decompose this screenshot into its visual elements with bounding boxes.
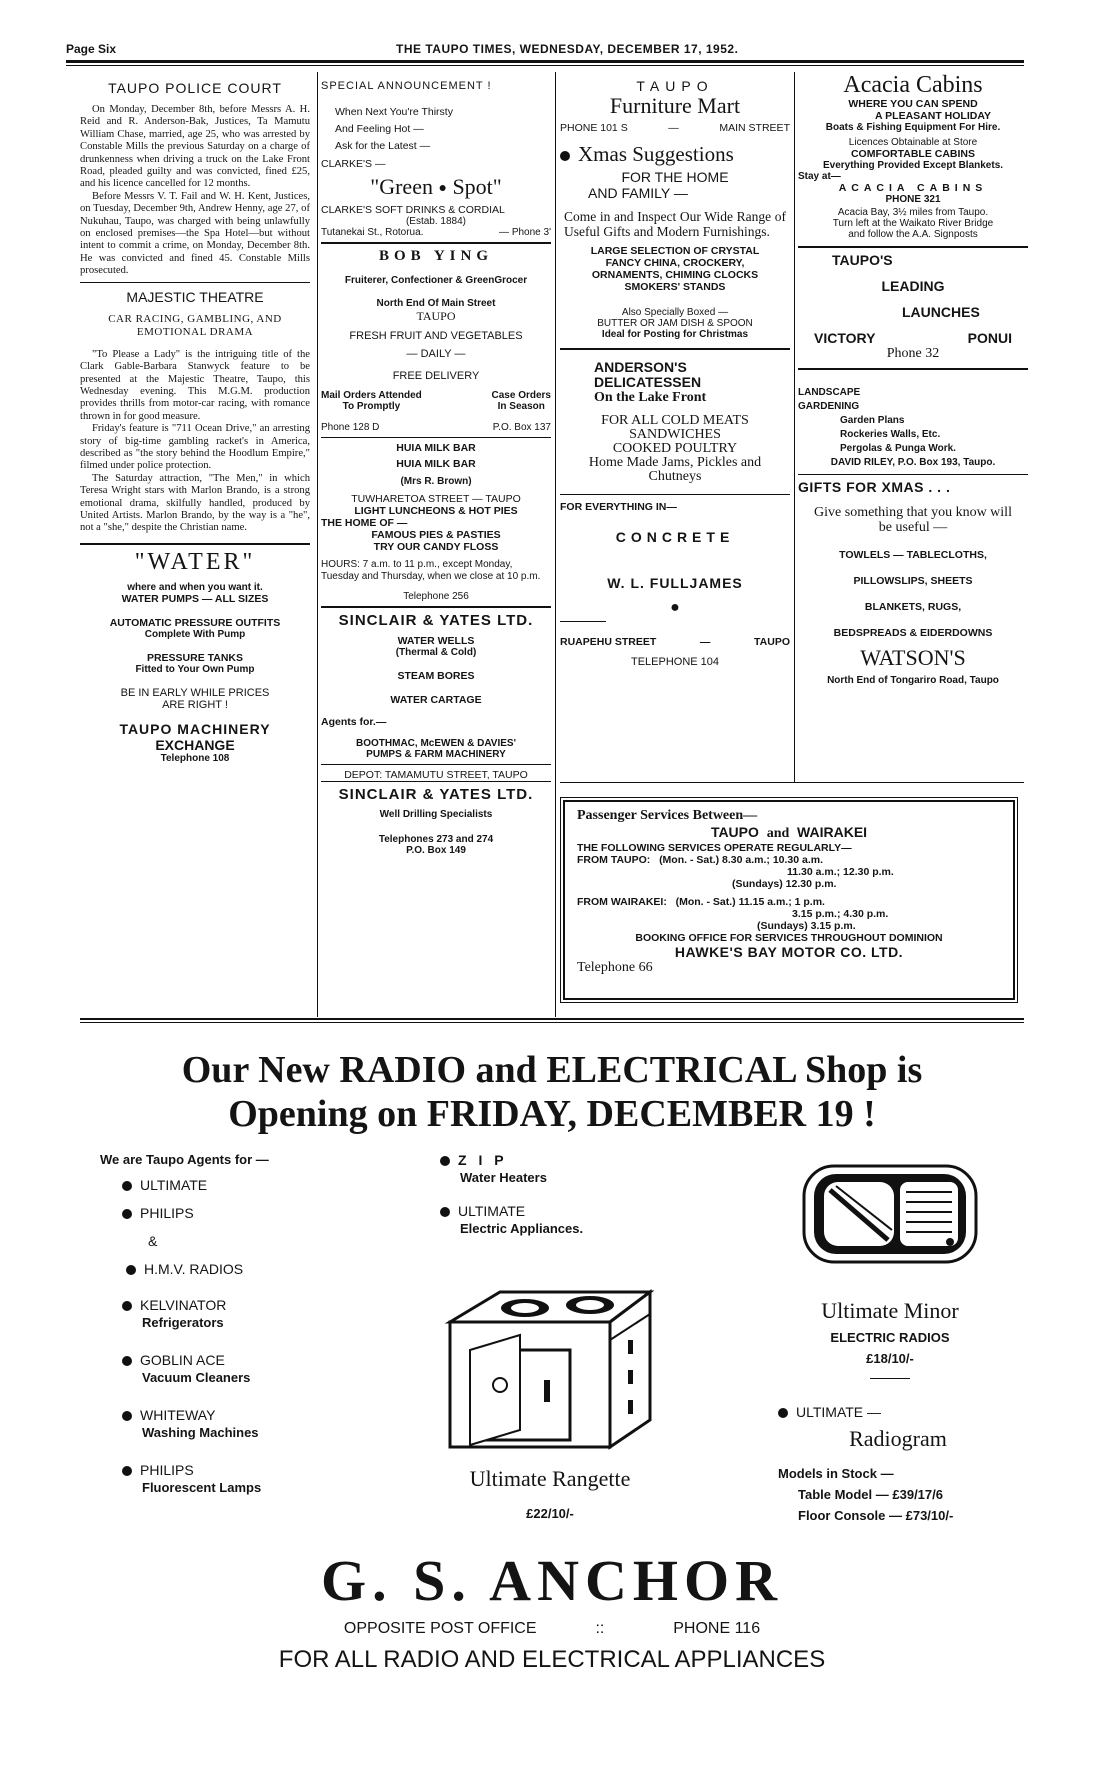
- ad-line: TAUPO: [710, 824, 759, 840]
- anchor-footer: [80, 1550, 1024, 1674]
- ad-line: 11.30 a.m.; 12.30 p.m.: [787, 866, 894, 878]
- ad-line: Well Drilling Specialists: [379, 809, 493, 820]
- ad-line: (Mrs R. Brown): [400, 476, 472, 487]
- list-item: [440, 1152, 690, 1185]
- ad-line: Passenger Services Between—: [577, 808, 758, 823]
- special-announcement-ad: [321, 80, 551, 238]
- water-line: ARE RIGHT !: [162, 698, 228, 711]
- ad-line: Mail Orders Attended: [321, 390, 422, 401]
- section-rule: [560, 782, 1024, 783]
- product-type: Vacuum Cleaners: [142, 1370, 251, 1385]
- ad-line: FROM TAUPO:: [577, 854, 651, 866]
- radio-headline-1: Our New RADIO and ELECTRICAL Shop is: [181, 1049, 923, 1091]
- majestic-subtitle: CAR RACING, GAMBLING, AND EMOTIONAL DRAMA: [108, 312, 282, 338]
- ad-row: [321, 390, 551, 412]
- ad-line: RUAPEHU STREET: [560, 636, 657, 648]
- short-rule: [560, 621, 606, 622]
- col-divider-3: [794, 72, 795, 782]
- rangette-caption: [440, 1466, 660, 1521]
- water-line: Telephone 108: [160, 752, 230, 764]
- ad-line: (Thermal & Cold): [395, 647, 477, 658]
- list-item: [122, 1462, 360, 1495]
- ad-line: BEDSPREADS & EIDERDOWNS: [833, 627, 993, 639]
- col-divider-1: [317, 72, 318, 1017]
- ad-line: PHONE 321: [885, 194, 941, 205]
- rangette-stove-illustration: [440, 1280, 660, 1455]
- ad-line: SANDWICHES: [629, 427, 721, 442]
- ad-line: Also Specially Boxed —: [621, 307, 729, 318]
- ad-line: ACACIA CABINS: [838, 182, 988, 194]
- product-price: Floor Console — £73/10/-: [798, 1508, 954, 1523]
- concrete-title: CONCRETE: [615, 529, 735, 545]
- water-title: "WATER": [134, 548, 256, 575]
- ad-row: [321, 227, 551, 238]
- list-item: [440, 1203, 690, 1236]
- ad-line: GARDENING: [798, 401, 860, 412]
- watsons-title: WATSON'S: [860, 645, 966, 670]
- section-rule: [80, 1018, 1024, 1020]
- ad-line: TAUPO: [636, 78, 714, 94]
- ad-line: DAVID RILEY, P.O. Box 193, Taupo.: [830, 457, 996, 468]
- ad-line: HAWKE'S BAY MOTOR CO. LTD.: [674, 944, 904, 960]
- ad-line: Come in and Inspect Our Wide Range of Useful Gifts and Modern Furnishings.: [564, 209, 786, 239]
- acacia-title: Acacia Cabins: [843, 72, 983, 98]
- ad-line: In Season: [497, 401, 545, 412]
- list-item: [122, 1205, 360, 1223]
- article-paragraph: "To Please a Lady" is the intriguing title of the Clark Gable-Barbara Stanwyck feature to be presented at the Majestic Theatre, Taupo, this Wednesday evening. This M.G.M. production provides thrills from motor-car racing, with romance thrown in for good measure.: [80, 348, 310, 422]
- passenger-services-ad: [563, 800, 1015, 1000]
- ad-line: SMOKERS' STANDS: [624, 281, 726, 293]
- product-type: Fluorescent Lamps: [142, 1480, 262, 1495]
- ad-line: Stay at—: [798, 171, 841, 182]
- anderson-deli-ad: [560, 360, 790, 484]
- ad-line: FOR THE HOME: [621, 169, 729, 185]
- ad-line: 3.15 p.m.; 4.30 p.m.: [792, 908, 889, 920]
- ad-line: Phone 32: [886, 346, 940, 361]
- ad-line: When Next You're Thirsty: [335, 106, 453, 118]
- agents-list: [100, 1152, 360, 1505]
- article-paragraph: Before Messrs V. T. Fail and W. H. Kent, Justices, on Tuesday, December 9th, Andrew Henny, age 27, of Nukuhau, Taupo, was charged with being unlawfully on enclosed premises—the Spa Hotel—but without intent to commit a crime, on Monday, December 8th. He was convicted and fined 45. Constable Mills prosecuted.: [80, 190, 310, 277]
- article-paragraph: Friday's feature is "711 Ocean Drive," an arresting story of big-time gambling racket's in America, described as "the story behind the Hoodlum Empire," filmed under police protection.: [80, 423, 310, 472]
- ad-line: (Mon. - Sat.) 11.15 a.m.; 1 p.m.: [675, 896, 825, 908]
- water-line: BE IN EARLY WHILE PRICES: [120, 686, 270, 699]
- anchor-title: G. S. ANCHOR: [321, 1548, 783, 1613]
- ad-line: Fruiterer, Confectioner & GreenGrocer: [344, 275, 528, 286]
- ad-line: TAUPO: [416, 309, 456, 323]
- ad-line: HOURS: 7 a.m. to 11 p.m., except Monday, Tuesday and Thursday, when we close at 10 p.m.: [321, 559, 541, 582]
- header-rule-thin: [66, 65, 1024, 66]
- ad-line: WATER CARTAGE: [390, 694, 482, 706]
- bullet-icon: ●: [670, 599, 680, 616]
- footer-text: ::: [595, 1620, 605, 1637]
- ad-line: PONUI: [967, 330, 1012, 346]
- ad-line: LAUNCHES: [902, 304, 980, 320]
- ad-line: Phone 128 D: [321, 422, 380, 433]
- ad-line: —: [668, 122, 679, 134]
- huia-milk-bar-ad: [321, 442, 551, 602]
- ad-line: and: [766, 826, 790, 841]
- ad-line: VICTORY: [814, 330, 876, 346]
- ad-line: Licences Obtainable at Store: [848, 137, 978, 148]
- ad-line: and follow the A.A. Signposts: [848, 229, 978, 240]
- ad-line: THE HOME OF —: [321, 517, 408, 529]
- bullet-icon: [126, 1265, 136, 1275]
- bullet-icon: [440, 1207, 450, 1217]
- header-rule: [66, 60, 1024, 63]
- water-line: Fitted to Your Own Pump: [135, 663, 255, 675]
- list-item: [148, 1233, 360, 1251]
- ad-line: COMFORTABLE CABINS: [850, 148, 976, 160]
- ad-line: HUIA MILK BAR: [396, 458, 476, 470]
- ad-line: BOOKING OFFICE FOR SERVICES THROUGHOUT DOMINION: [635, 932, 943, 944]
- water-line: WATER PUMPS — ALL SIZES: [121, 592, 269, 605]
- water-line: where and when you want it.: [127, 581, 263, 593]
- ad-row: [577, 854, 1001, 866]
- ad-line: CLARKE'S —: [321, 158, 386, 170]
- ad-row: [321, 422, 551, 433]
- divider: [560, 348, 790, 350]
- ad-line: Pergolas & Punga Work.: [840, 443, 956, 454]
- radio-headline-2: Opening on FRIDAY, DECEMBER 19 !: [228, 1093, 876, 1135]
- landscape-ad: [798, 374, 1028, 470]
- ad-line: WATER WELLS: [397, 635, 475, 647]
- bullet-icon: [778, 1408, 788, 1418]
- police-court-article: [80, 104, 310, 278]
- ad-line: Rockeries Walls, Etc.: [840, 429, 941, 440]
- bullet-icon: [122, 1466, 132, 1476]
- ad-line: (Mon. - Sat.) 8.30 a.m.; 10.30 a.m.: [659, 854, 824, 866]
- ad-line: MAIN STREET: [719, 122, 790, 134]
- brand-name: ULTIMATE: [140, 1177, 208, 1193]
- green-spot-word: Spot": [452, 174, 502, 199]
- ad-line: Xmas Suggestions: [578, 142, 734, 166]
- brand-name: KELVINATOR: [140, 1297, 227, 1313]
- list-item: [122, 1177, 360, 1195]
- bob-ying-ad: [321, 248, 551, 433]
- bullet-icon: [122, 1301, 132, 1311]
- ad-line: Acacia Bay, 3½ miles from Taupo.: [837, 207, 989, 218]
- ad-row: [814, 330, 1012, 346]
- list-item: [122, 1407, 360, 1440]
- ad-line: ANDERSON'S: [594, 359, 687, 375]
- product-price: Table Model — £39/17/6: [798, 1487, 943, 1502]
- bullet-icon: [440, 1156, 450, 1166]
- article-paragraph: On Monday, December 8th, before Messrs A. H. Reid and R. Anderson-Bak, Justices, Ta Mamutu William Chase, married, age 25, who was arrested by Constable Mills the previous Saturday on a charge of drunkenness when driving a truck on the Lake Front Road, pleaded guilty and was convicted, fined £25, and his licence cancelled for 12 months.: [80, 104, 310, 190]
- brand-name: H.M.V. RADIOS: [144, 1261, 244, 1277]
- radiogram-block: [778, 1404, 1018, 1523]
- ad-line: AND FAMILY —: [588, 185, 688, 201]
- ad-line: BLANKETS, RUGS,: [864, 601, 962, 613]
- sinclair-yates-ad: [321, 612, 551, 760]
- ad-row: [560, 636, 790, 648]
- ad-line: BUTTER OR JAM DISH & SPOON: [597, 318, 753, 329]
- ad-line: FAMOUS PIES & PASTIES: [371, 529, 501, 541]
- list-item: [122, 1297, 360, 1330]
- ad-line: COOKED POULTRY: [612, 441, 738, 456]
- list-item: [122, 1352, 360, 1385]
- ad-line: DELICATESSEN: [594, 374, 702, 390]
- xmas-heading: [560, 142, 790, 167]
- ad-line: P.O. Box 149: [406, 845, 466, 856]
- product-type: Washing Machines: [142, 1425, 259, 1440]
- divider: [560, 494, 790, 495]
- divider: [798, 246, 1028, 248]
- police-court-title: TAUPO POLICE COURT: [108, 80, 282, 96]
- ad-line: On the Lake Front: [594, 390, 707, 405]
- section-rule-thin: [80, 1022, 1024, 1023]
- ad-line: Tutanekai St., Rotorua.: [321, 227, 424, 238]
- product-price: £22/10/-: [526, 1506, 574, 1521]
- launches-ad: [798, 252, 1028, 362]
- ad-line: FRESH FRUIT AND VEGETABLES: [349, 330, 523, 342]
- ad-line: Ask for the Latest —: [335, 140, 431, 152]
- bullet-icon: [560, 151, 570, 161]
- ad-line: PHONE 101 S: [560, 122, 628, 134]
- sinclair-title: SINCLAIR & YATES LTD.: [338, 786, 534, 803]
- water-line: TAUPO MACHINERY: [119, 720, 271, 737]
- ad-line: DEPOT: TAMAMUTU STREET, TAUPO: [344, 769, 528, 781]
- brand-name: Z I P: [458, 1152, 508, 1168]
- brand-name: ULTIMATE: [458, 1203, 526, 1219]
- product-type: Water Heaters: [460, 1170, 547, 1185]
- furniture-mart-ad: [560, 78, 790, 340]
- divider: [321, 781, 551, 782]
- ad-line: (Sundays) 12.30 p.m.: [732, 878, 837, 890]
- ad-line: Boats & Fishing Equipment For Hire.: [825, 122, 1001, 133]
- water-line: AUTOMATIC PRESSURE OUTFITS: [109, 616, 281, 629]
- column-1: [80, 72, 310, 764]
- ad-line: TAUPO: [754, 636, 790, 648]
- bob-ying-title: BOB YING: [378, 248, 494, 264]
- ad-line: (Estab. 1884): [405, 216, 467, 227]
- product-title: Ultimate Minor: [821, 1298, 959, 1323]
- ad-line: A PLEASANT HOLIDAY: [875, 110, 991, 122]
- ad-line: TOWLELS — TABLECLOTHS,: [839, 549, 987, 561]
- ad-line: Everything Provided Except Blankets.: [822, 160, 1004, 171]
- ad-line: — DAILY —: [406, 348, 466, 360]
- divider: [80, 282, 310, 283]
- ad-line: Give something that you know will be useful —: [814, 505, 1012, 535]
- ad-line: TELEPHONE 104: [630, 656, 720, 668]
- ad-row: [577, 824, 1001, 842]
- ultimate-minor-radio-illustration: [800, 1160, 980, 1265]
- ad-row: [577, 896, 1001, 908]
- acacia-cabins-ad: [798, 72, 1028, 240]
- agents-heading: We are Taupo Agents for —: [100, 1152, 269, 1167]
- ad-line: TUWHARETOA STREET — TAUPO: [351, 493, 521, 505]
- ad-line: Turn left at the Waikato River Bridge: [832, 218, 994, 229]
- article-paragraph: The Saturday attraction, "The Men," in which Teresa Wright stars with Marlon Brando, is a strong emotional drama, skilfully handled, produced by United Artists. Marlon Brando, by the way is a "he", not a "she," despite the Christian name.: [80, 472, 310, 534]
- brand-name: WHITEWAY: [140, 1407, 216, 1423]
- product-info: Models in Stock —: [778, 1466, 894, 1481]
- ad-line: GIFTS FOR XMAS . . .: [798, 479, 951, 495]
- footer-address: [80, 1620, 1024, 1638]
- brand-name: PHILIPS: [140, 1205, 194, 1221]
- ad-line: LIGHT LUNCHEONS & HOT PIES: [354, 505, 518, 517]
- divider: [798, 474, 1028, 475]
- column-2: [321, 72, 551, 856]
- ad-line: To Promptly: [342, 401, 401, 412]
- ad-line: Telephone 256: [403, 591, 469, 602]
- gifts-ad: [798, 479, 1028, 686]
- divider: [321, 606, 551, 608]
- ad-line: WAIRAKEI: [797, 824, 868, 840]
- divider: [80, 543, 310, 545]
- ad-line: THE FOLLOWING SERVICES OPERATE REGULARLY—: [577, 842, 852, 854]
- ad-line: And Feeling Hot —: [335, 123, 424, 135]
- ad-line: Garden Plans: [840, 415, 905, 426]
- ad-line: FROM WAIRAKEI:: [577, 896, 667, 908]
- ad-row: [560, 122, 790, 134]
- ad-line: North End Of Main Street: [376, 298, 496, 309]
- ad-line: FREE DELIVERY: [392, 370, 480, 382]
- divider: [798, 368, 1028, 370]
- divider: [321, 242, 551, 244]
- ampersand: &: [148, 1233, 158, 1249]
- ad-line: — Phone 3': [499, 227, 551, 238]
- brand-name: PHILIPS: [140, 1462, 194, 1478]
- ad-line: Case Orders: [491, 390, 551, 401]
- water-line: PRESSURE TANKS: [146, 651, 244, 664]
- ad-line: Telephone 66: [577, 960, 653, 975]
- product-title: Ultimate Rangette: [469, 1466, 631, 1491]
- center-products: [440, 1152, 690, 1246]
- bullet-icon: ●: [438, 180, 447, 196]
- column-3: [560, 72, 790, 668]
- water-ad: [80, 549, 310, 764]
- footer-text: OPPOSITE POST OFFICE: [343, 1620, 537, 1637]
- bullet-icon: [122, 1181, 132, 1191]
- ad-line: LANDSCAPE: [798, 387, 861, 398]
- ad-line: STEAM BORES: [397, 670, 475, 682]
- water-line: EXCHANGE: [155, 736, 235, 753]
- ad-line: —: [699, 636, 711, 648]
- product-type: Electric Appliances.: [460, 1221, 584, 1236]
- footer-text: PHONE 116: [673, 1620, 761, 1637]
- product-type: ELECTRIC RADIOS: [830, 1330, 950, 1345]
- footer-tagline: FOR ALL RADIO AND ELECTRICAL APPLIANCES: [278, 1646, 826, 1673]
- divider: [321, 764, 551, 765]
- ad-line: CLARKE'S SOFT DRINKS & CORDIAL: [321, 204, 505, 216]
- page-header: [66, 40, 1024, 60]
- special-title: SPECIAL ANNOUNCEMENT !: [321, 80, 492, 92]
- ad-line: TAUPO'S: [832, 252, 893, 268]
- ad-line: FANCY CHINA, CROCKERY,: [605, 257, 745, 269]
- ad-line: LEADING: [881, 278, 945, 294]
- water-line: Complete With Pump: [144, 628, 246, 640]
- bullet-icon: [122, 1411, 132, 1421]
- product-price: £18/10/-: [866, 1351, 914, 1366]
- product-type: Refrigerators: [142, 1315, 224, 1330]
- brand-name: ULTIMATE —: [796, 1404, 882, 1420]
- ad-line: PILLOWSLIPS, SHEETS: [853, 575, 973, 587]
- ad-line: Chutneys: [648, 469, 702, 484]
- majestic-article: [80, 349, 310, 535]
- ad-line: LARGE SELECTION OF CRYSTAL: [590, 245, 760, 257]
- divider: [321, 437, 551, 438]
- ad-line: Agents for.—: [321, 716, 387, 728]
- ad-line: WHERE YOU CAN SPEND: [848, 98, 978, 110]
- furniture-title: Furniture Mart: [609, 93, 741, 118]
- ad-line: Telephones 273 and 274: [378, 834, 494, 845]
- product-title: Radiogram: [849, 1426, 947, 1451]
- ad-line: FOR ALL COLD MEATS: [601, 413, 749, 428]
- ad-line: PUMPS & FARM MACHINERY: [366, 749, 506, 760]
- page-number: Page Six: [66, 42, 117, 56]
- majestic-title: MAJESTIC THEATRE: [126, 288, 264, 305]
- ad-line: Home Made Jams, Pickles and: [588, 455, 762, 470]
- ad-line: BOOTHMAC, McEWEN & DAVIES': [356, 738, 516, 749]
- bullet-icon: [122, 1209, 132, 1219]
- ad-line: HUIA MILK BAR: [396, 442, 476, 454]
- list-item: [126, 1261, 360, 1279]
- green-spot-word: "Green: [370, 174, 433, 199]
- column-4: [798, 72, 1028, 686]
- ad-line: FOR EVERYTHING IN—: [560, 501, 677, 513]
- brand-name: GOBLIN ACE: [140, 1352, 225, 1368]
- col-divider-2: [555, 72, 556, 1017]
- sinclair-title: SINCLAIR & YATES LTD.: [338, 612, 534, 629]
- ad-line: Ideal for Posting for Christmas: [601, 329, 749, 340]
- ad-line: W. L. FULLJAMES: [607, 575, 743, 591]
- ad-line: North End of Tongariro Road, Taupo: [827, 675, 999, 686]
- short-rule: [870, 1378, 910, 1379]
- ad-line: P.O. Box 137: [492, 422, 551, 433]
- masthead-title: THE TAUPO TIMES, WEDNESDAY, DECEMBER 17, 1952.: [396, 42, 739, 56]
- ad-line: ORNAMENTS, CHIMING CLOCKS: [591, 269, 759, 281]
- ad-line: (Sundays) 3.15 p.m.: [757, 920, 856, 932]
- bullet-icon: [122, 1356, 132, 1366]
- radio-caption: [780, 1298, 1000, 1393]
- sinclair-yates-ad-2: [321, 769, 551, 856]
- ad-line: TRY OUR CANDY FLOSS: [373, 541, 499, 553]
- green-spot-title: [321, 174, 551, 200]
- concrete-ad: [560, 501, 790, 668]
- radio-shop-ad: [80, 1048, 1024, 1136]
